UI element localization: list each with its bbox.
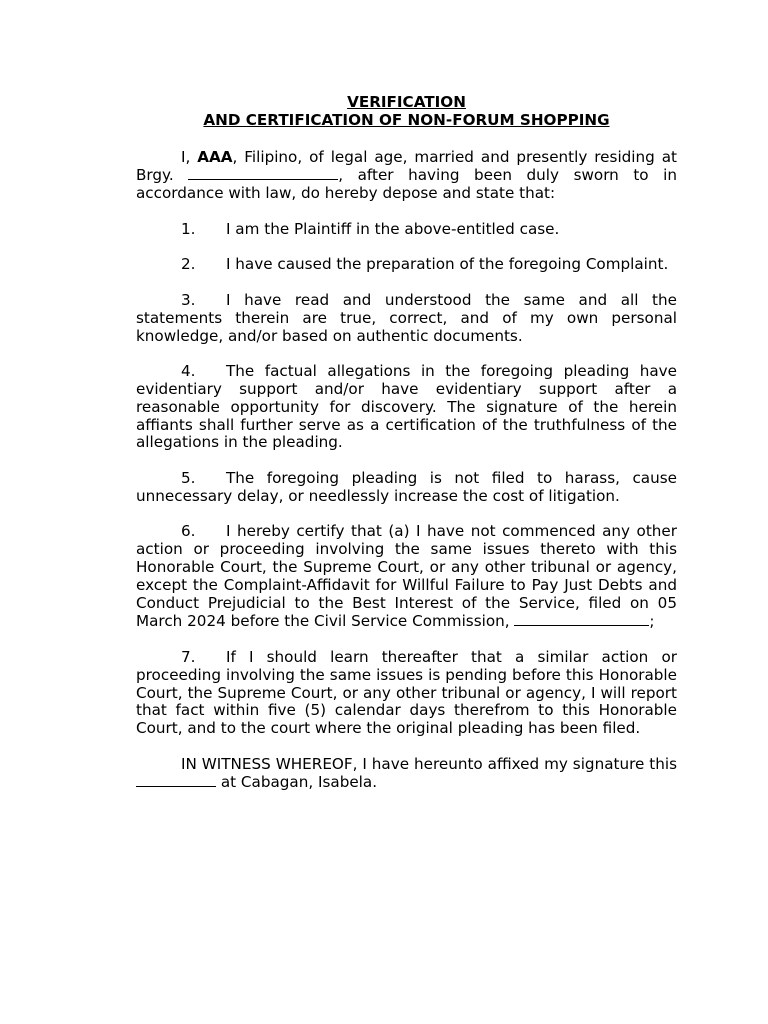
item-4 [136,363,677,452]
item-5 [136,470,677,506]
item-1 [136,221,677,239]
witness-paragraph [136,756,677,793]
item-number: 4. [181,362,196,381]
item-number: 1. [181,219,196,238]
item-text: The foregoing pleading is not filed to harass, cause unnecessary delay, or needlessly increase the cost of litigation. [136,468,677,505]
item-number: 3. [181,290,196,309]
item-7 [136,649,677,738]
intro-text-b: , after having been duly sworn to in accordance with law, do hereby depose and state that: [136,166,677,203]
item-6 [136,523,677,631]
date-blank [136,773,216,787]
item-text: If I should learn thereafter that a similar action or proceeding involving the same issues is pending before this Honorable Court, the Supreme Court, or any other tribunal or agency, I will report that fact within five (5) calendar days therefrom to this Honorable Court, and to the court where the original pleading has been filed. [136,647,677,738]
witness-text-a: IN WITNESS WHEREOF, I have hereunto affixed my signature this [181,754,677,773]
item-text: The factual allegations in the foregoing pleading have evidentiary support and/or have evidentiary support after a reasonable opportunity for discovery. The signature of the herein affiants shall further serve as a certification of the truthfulness of the allegations in the pleading. [136,362,677,452]
affiant-name: AAA [197,147,233,166]
intro-prefix: I, [181,147,198,166]
item-number: 6. [181,522,196,541]
item-text: I hereby certify that (a) I have not commenced any other action or proceeding involving the same issues thereto with this Honorable Court, the Supreme Court, or any other tribunal or agency, except the Complaint-Affidavit for Willful Failure to Pay Just Debts and Conduct Prejudicial to the Best Interest of the Service, filed on 05 March 2024 before the Civil Service Commission, [136,522,677,631]
witness-text-b: at Cabagan, Isabela. [216,773,378,792]
item-2 [136,256,677,274]
item-text: I have read and understood the same and all the statements therein are true, correct, and of my own personal knowledge, and/or based on authentic documents. [136,290,677,345]
item-text: I am the Plaintiff in the above-entitled case. [226,219,560,238]
item-text: I have caused the preparation of the foregoing Complaint. [226,255,669,274]
document-page [136,94,677,792]
intro-paragraph [136,149,677,203]
item-number: 7. [181,647,196,666]
title-certification: AND CERTIFICATION OF NON-FORUM SHOPPING [203,110,610,129]
commission-blank [514,612,649,626]
item-suffix: ; [649,612,655,631]
item-number: 5. [181,468,196,487]
intro-text-a: , Filipino, of legal age, married and presently residing at Brgy. [136,147,677,185]
title-verification: VERIFICATION [347,93,466,111]
barangay-blank [188,166,338,180]
item-number: 2. [181,255,196,274]
item-3 [136,292,677,345]
